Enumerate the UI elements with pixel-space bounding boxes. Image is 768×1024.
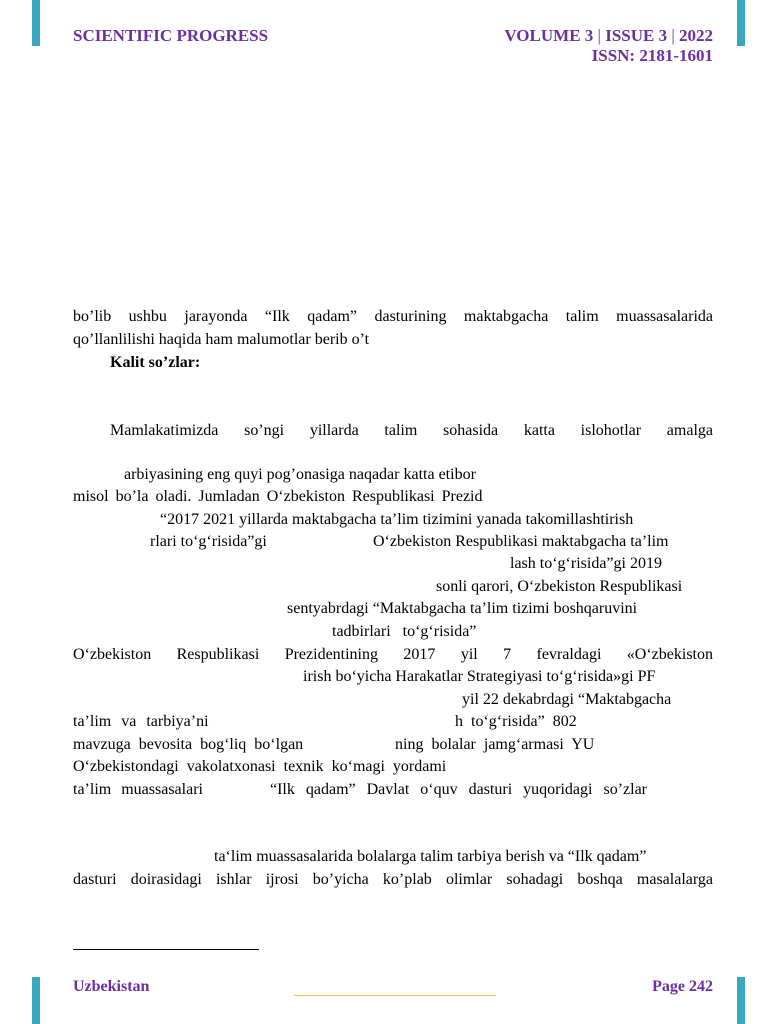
body-line-2: qo’llanlilishi haqida ham malumotlar berib o’t xyxy=(73,331,370,348)
body-line-6: misol bo’la oladi. Jumladan O‘zbekiston Respublikasi Prezid xyxy=(73,488,483,505)
body-line-8a: rlari to‘g‘risida”gi xyxy=(150,533,267,550)
body-line-5: arbiyasining eng quyi pog’onasiga naqadar katta etibor xyxy=(124,466,476,483)
footnote-separator xyxy=(73,949,259,950)
body-line-14: irish bo‘yicha Harakatlar Strategiyasi to‘g‘risida»gi PF xyxy=(303,668,656,685)
header-accent-bar-right xyxy=(737,0,745,46)
body-line-13: O‘zbekiston Respublikasi Prezidentining 2017 yil 7 fevraldagi «O‘zbekiston xyxy=(73,646,713,663)
body-line-9: lash to‘g‘risida”gi 2019 xyxy=(510,555,662,572)
header-accent-bar-left xyxy=(32,0,40,46)
page-number: Page 242 xyxy=(652,978,713,995)
body-line-8b: O‘zbekiston Respublikasi maktabgacha ta’lim xyxy=(373,533,669,550)
body-line-17a: mavzuga bevosita bog‘liq bo‘lgan xyxy=(73,736,304,753)
body-line-18: O‘zbekistondagi vakolatxonasi texnik ko‘magi yordami xyxy=(73,758,447,775)
body-line-15: yil 22 dekabrdagi “Maktabgacha xyxy=(462,691,672,708)
volume-label: VOLUME 3 xyxy=(504,26,594,45)
body-line-20: ta‘lim muassasalarida bolalarga talim tarbiya berish va “Ilk qadam” xyxy=(214,848,647,865)
body-line-11: sentyabrdagi “Maktabgacha ta’lim tizimi boshqaruvini xyxy=(287,600,638,617)
body-line-12: tadbirlari to‘g‘risida” xyxy=(332,623,477,640)
separator-1: | xyxy=(597,26,601,45)
year-label: 2022 xyxy=(679,26,713,45)
separator-2: | xyxy=(671,26,675,45)
footer-accent-bar-left xyxy=(32,977,40,1024)
footer-accent-bar-right xyxy=(737,977,745,1024)
body-line-21: dasturi doirasidagi ishlar ijrosi bo’yicha ko’plab olimlar sohadagi boshqa masalalarga xyxy=(73,871,713,888)
body-line-1: bo’lib ushbu jarayonda “Ilk qadam” dasturining maktabgacha talim muassasalarida xyxy=(73,308,713,325)
body-line-17b: ning bolalar jamg‘armasi YU xyxy=(395,736,595,753)
body-line-19b: “Ilk qadam” Davlat o‘quv dasturi yuqoridagi so’zlar xyxy=(270,781,647,798)
body-line-10: sonli qarori, O‘zbekiston Respublikasi xyxy=(436,578,683,595)
issue-label: ISSUE 3 xyxy=(605,26,668,45)
journal-title: SCIENTIFIC PROGRESS xyxy=(73,26,269,45)
body-line-16a: ta’lim va tarbiya’ni xyxy=(73,713,209,730)
footer-center-rule xyxy=(294,995,496,996)
issn-label: ISSN: 2181-1601 xyxy=(591,46,713,65)
body-line-19a: ta’lim muassasalari xyxy=(73,781,203,798)
keywords-heading: Kalit so’zlar: xyxy=(110,354,201,371)
volume-issue-year xyxy=(504,26,713,46)
body-line-16b: h to‘g‘risida” 802 xyxy=(455,713,577,730)
body-line-4: Mamlakatimizda so’ngi yillarda talim sohasida katta islohotlar amalga xyxy=(110,422,713,439)
body-line-7: “2017 2021 yillarda maktabgacha ta’lim tizimini yanada takomillashtirish xyxy=(160,511,634,528)
footer-country: Uzbekistan xyxy=(73,978,150,995)
